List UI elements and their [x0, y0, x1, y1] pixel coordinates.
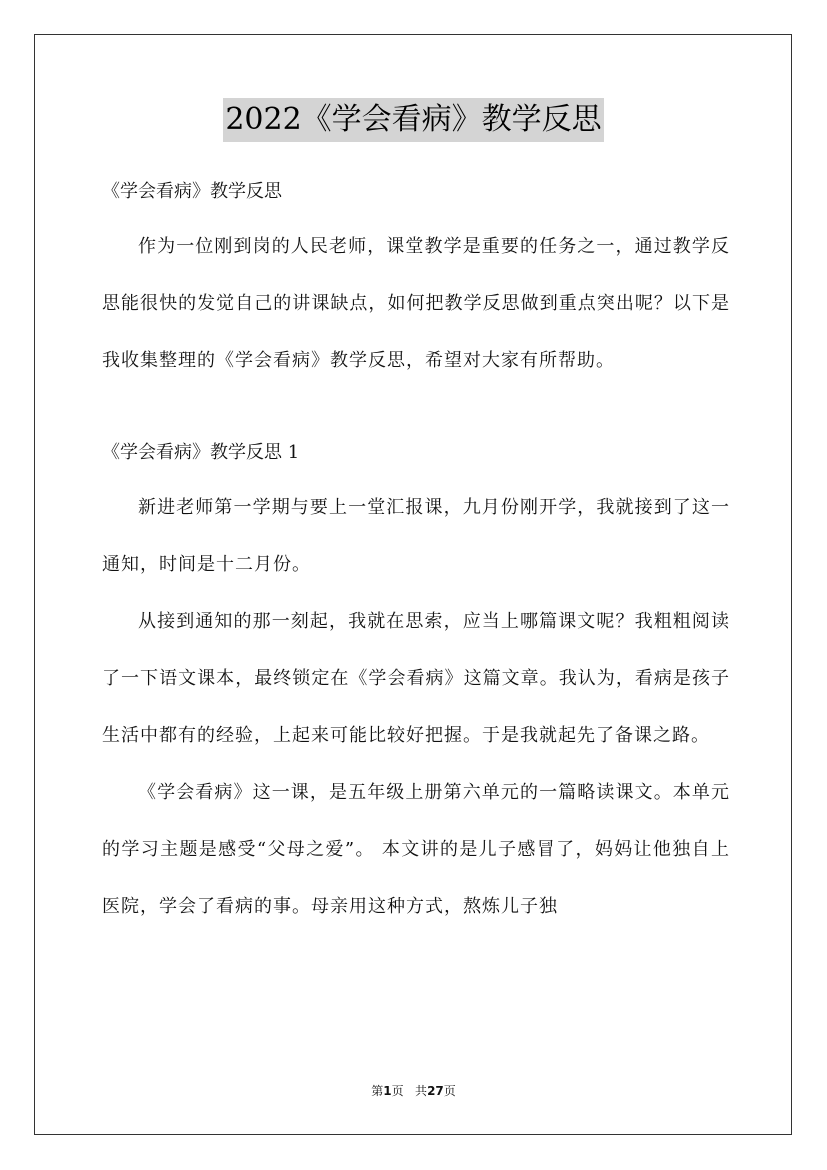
- section-heading: 《学会看病》教学反思 1: [102, 442, 300, 463]
- section-spacer: [102, 389, 730, 427]
- page-footer: [0, 1082, 827, 1099]
- body-paragraph: 从接到通知的那一刻起，我就在思索，应当上哪篇课文呢？我粗粗阅读了一下语文课本，最终锁定在《学会看病》这篇文章。我认为，看病是孩子生活中都有的经验，上起来可能比较好把握。于是我就起先了备课之路。: [102, 611, 730, 746]
- intro-paragraph: 作为一位刚到岗的人民老师，课堂教学是重要的任务之一，通过教学反思能很快的发觉自己的讲课缺点，如何把教学反思做到重点突出呢？以下是我收集整理的《学会看病》教学反思，希望对大家有所帮助。: [102, 236, 730, 371]
- body-paragraph: 《学会看病》这一课，是五年级上册第六单元的一篇略读课文。本单元的学习主题是感受“父母之爱”。 本文讲的是儿子感冒了，妈妈让他独自上医院，学会了看病的事。母亲用这种方式，熬炼儿子独: [102, 782, 730, 917]
- document-body: [102, 166, 730, 935]
- page-number: 1: [383, 1084, 392, 1098]
- title-container: [0, 98, 827, 142]
- document-subtitle: 《学会看病》教学反思: [102, 181, 282, 202]
- total-pages: 27: [427, 1084, 444, 1098]
- page-prefix: 第: [371, 1084, 384, 1098]
- total-prefix: 共: [415, 1084, 428, 1098]
- page-suffix: 页: [391, 1084, 404, 1098]
- body-paragraph: 新进老师第一学期与要上一堂汇报课，九月份刚开学，我就接到了这一通知，时间是十二月份。: [102, 497, 730, 575]
- document-title: 2022《学会看病》教学反思: [223, 98, 603, 142]
- total-suffix: 页: [443, 1084, 456, 1098]
